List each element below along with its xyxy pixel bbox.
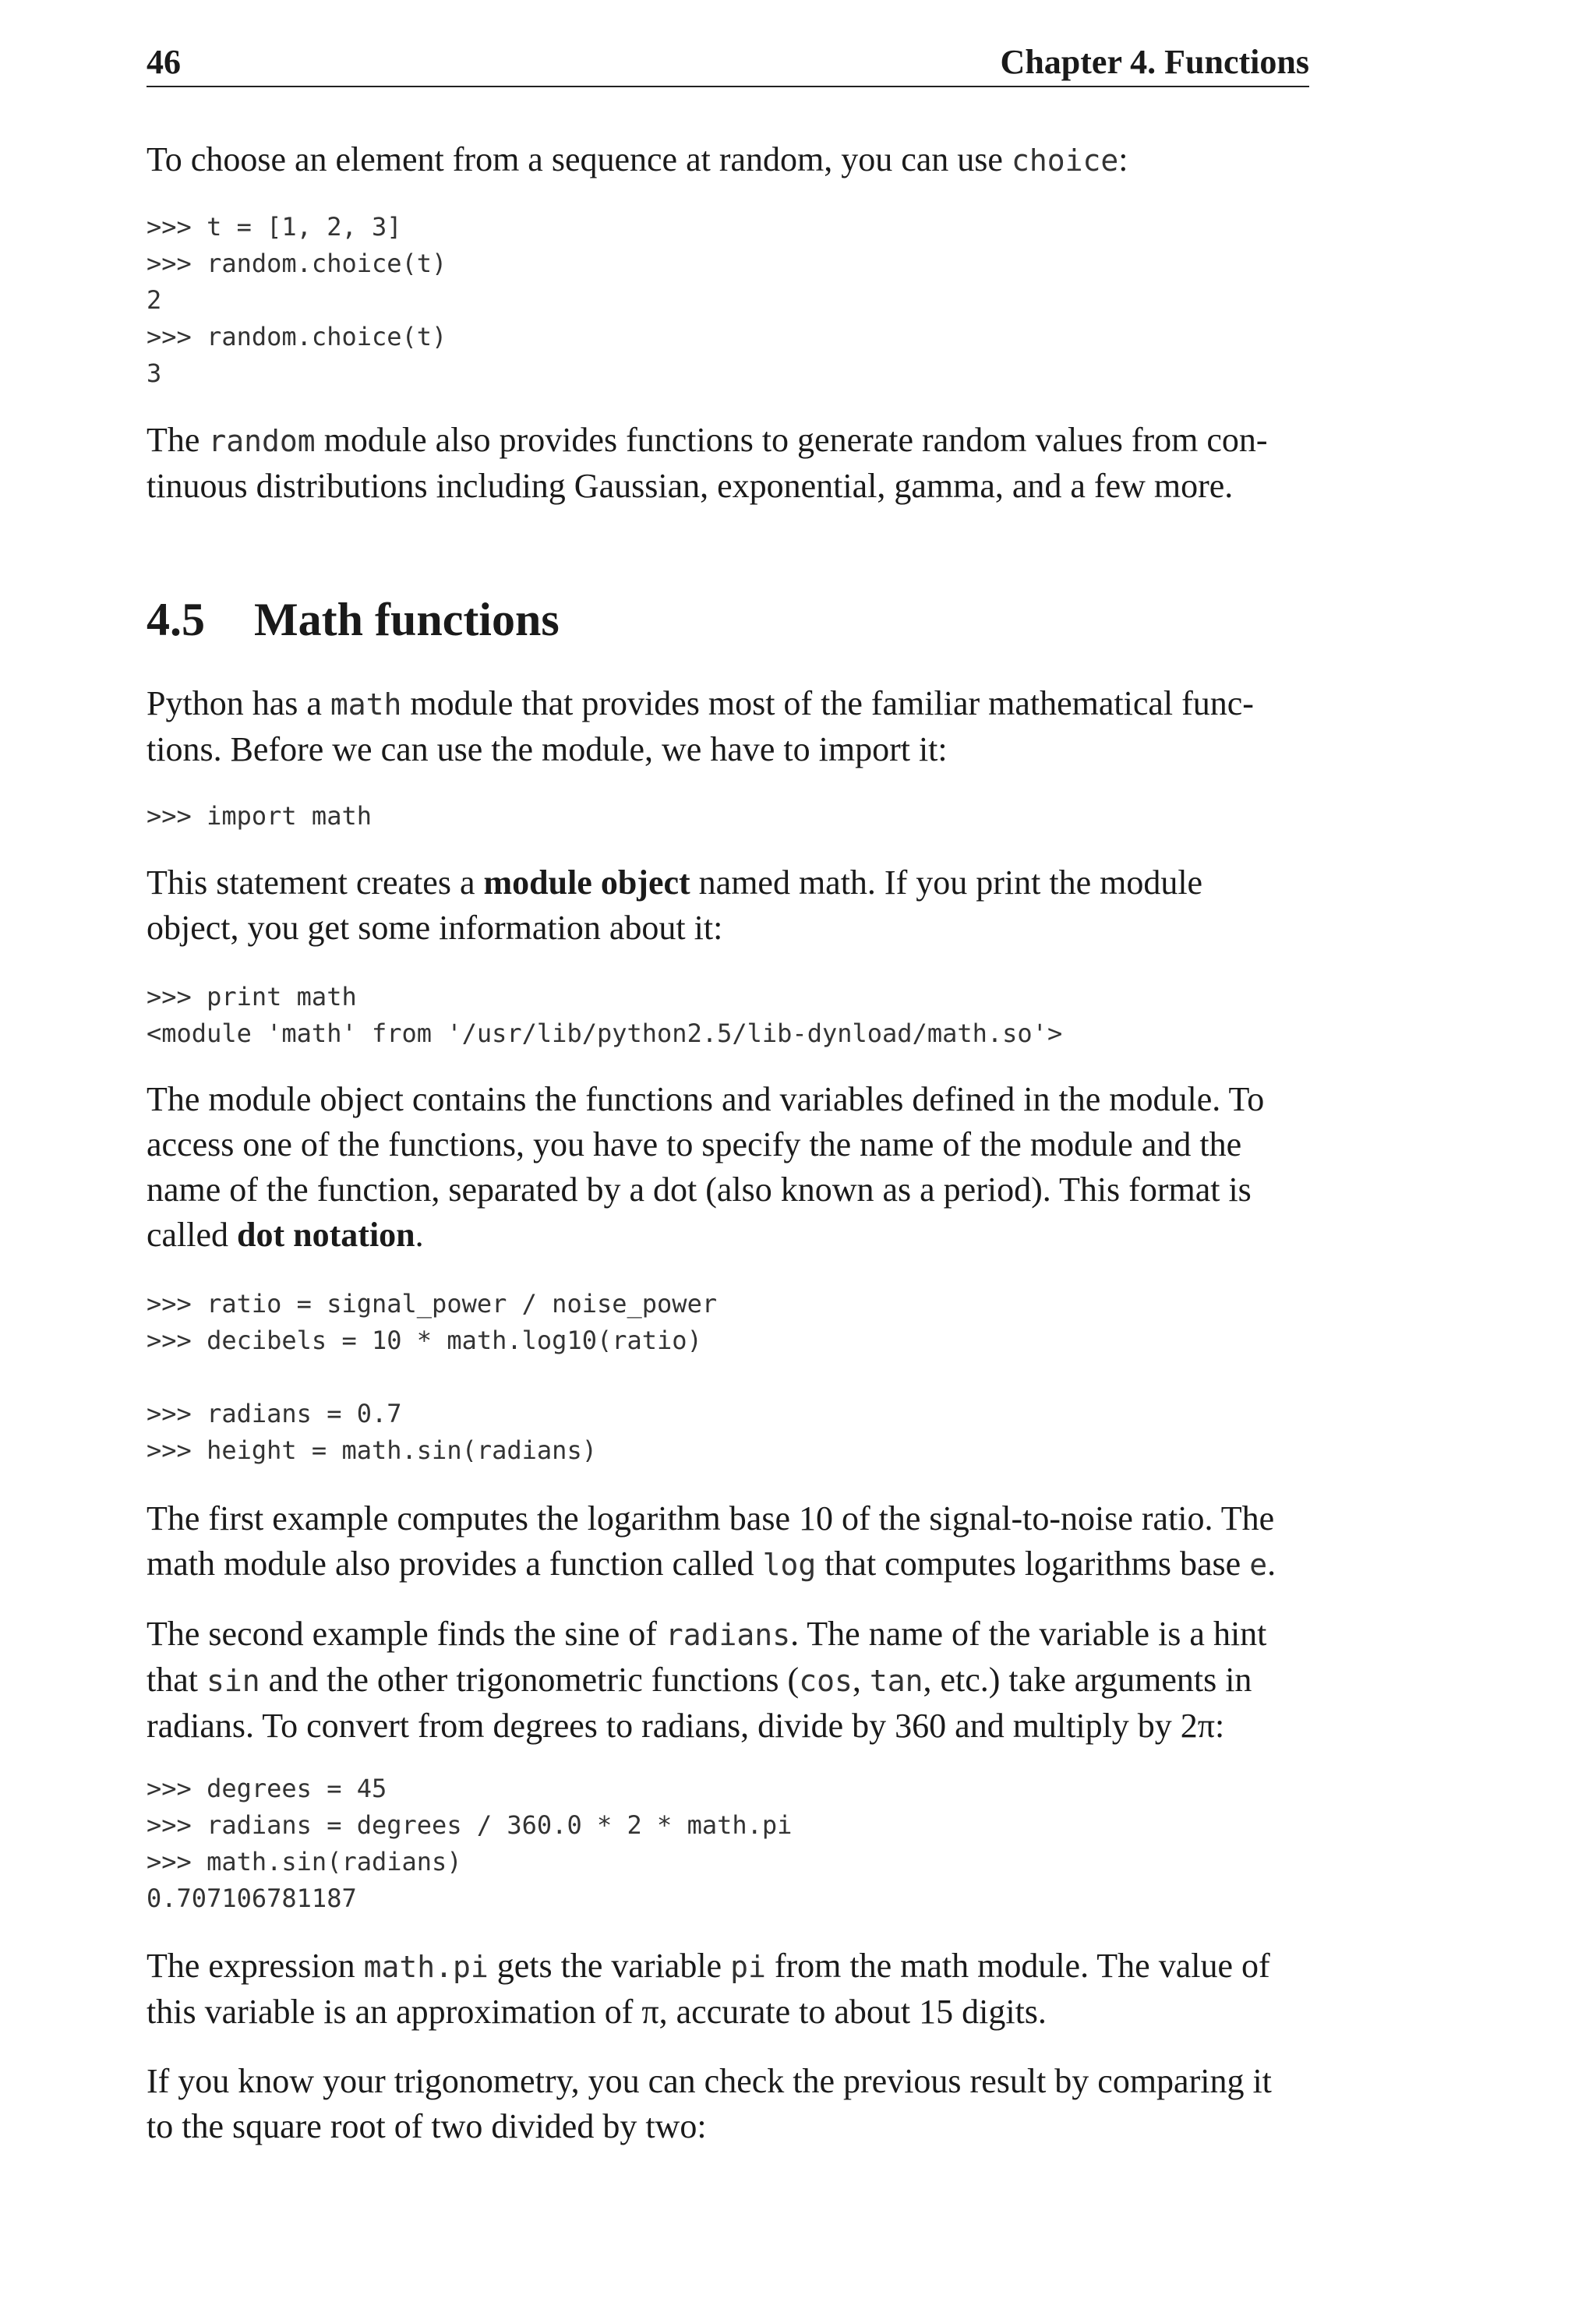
paragraph-text: The second example finds the sine of: [147, 1615, 666, 1653]
paragraph-text: , etc.) take arguments in: [923, 1661, 1252, 1699]
paragraph-text: and the other trigonometric functions (: [260, 1661, 800, 1699]
paragraph-text: . The name of the variable is a hint: [790, 1615, 1267, 1653]
running-header: [147, 42, 1309, 87]
section-number: 4.5: [147, 594, 205, 645]
paragraph-text: radians. To convert from degrees to radians, divide by 360 and multiply by 2π:: [147, 1707, 1225, 1745]
paragraph-dot-notation: [147, 1077, 1309, 1258]
section-title: Math functions: [254, 594, 560, 645]
paragraph-math-module: [147, 681, 1309, 772]
inline-code: random: [208, 424, 316, 458]
bold-term: dot notation: [237, 1216, 415, 1254]
paragraph-text: module that provides most of the familiar mathematical func-: [401, 684, 1254, 722]
inline-code: sin: [206, 1664, 260, 1698]
paragraph-first-example: [147, 1496, 1309, 1587]
paragraph-text: ,: [852, 1661, 870, 1699]
chapter-title: Chapter 4. Functions: [1000, 43, 1309, 81]
code-block-degrees: [147, 1771, 792, 1917]
code-line: >>> random.choice(t): [147, 322, 447, 351]
code-line: 2: [147, 285, 162, 315]
paragraph-text: To choose an element from a sequence at random, you can use: [147, 140, 1012, 178]
paragraph-trigonometry: [147, 2059, 1309, 2149]
paragraph-text: .: [1267, 1545, 1276, 1583]
inline-code: math.pi: [363, 1950, 489, 1984]
inline-code: pi: [730, 1950, 766, 1984]
paragraph-text: The module object contains the functions and variables defined in the module. To: [147, 1080, 1265, 1118]
paragraph-text: object, you get some information about it:: [147, 909, 723, 947]
code-line: >>> radians = 0.7: [147, 1399, 402, 1428]
paragraph-text: that: [147, 1661, 207, 1699]
inline-code: math: [330, 687, 402, 722]
code-block-import: [147, 798, 372, 835]
code-line: >>> radians = degrees / 360.0 * 2 * math.pi: [147, 1810, 793, 1840]
code-line: >>> height = math.sin(radians): [147, 1435, 597, 1465]
paragraph-text: If you know your trigonometry, you can check the previous result by comparing it: [147, 2062, 1272, 2100]
code-block-log-sin: [147, 1286, 717, 1469]
paragraph-text: This statement creates a: [147, 863, 484, 902]
bold-term: module object: [483, 863, 690, 902]
paragraph-text: The: [147, 421, 209, 459]
paragraph-choice: [147, 137, 1309, 183]
paragraph-text: to the square root of two divided by two:: [147, 2107, 707, 2145]
paragraph-second-example: [147, 1612, 1309, 1749]
page-number: 46: [147, 43, 181, 81]
paragraph-random-module: [147, 418, 1309, 509]
paragraph-text: gets the variable: [488, 1947, 731, 1985]
code-line: >>> random.choice(t): [147, 249, 447, 278]
paragraph-text: name of the function, separated by a dot (also known as a period). This format is: [147, 1170, 1252, 1209]
code-block-print-math: [147, 979, 1062, 1052]
paragraph-text: tions. Before we can use the module, we have to import it:: [147, 730, 948, 768]
code-line: >>> t = [1, 2, 3]: [147, 212, 402, 242]
code-line: >>> ratio = signal_power / noise_power: [147, 1289, 718, 1319]
paragraph-text: tinuous distributions including Gaussian, exponential, gamma, and a few more.: [147, 467, 1234, 505]
code-line: >>> math.sin(radians): [147, 1847, 462, 1877]
code-line: >>> print math: [147, 982, 357, 1012]
paragraph-text: The expression: [147, 1947, 364, 1985]
inline-code: tan: [869, 1664, 923, 1698]
code-line: >>> degrees = 45: [147, 1774, 387, 1803]
code-line: 3: [147, 358, 162, 388]
paragraph-text: called: [147, 1216, 238, 1254]
paragraph-module-object: [147, 860, 1309, 951]
paragraph-text: from the math module. The value of: [765, 1947, 1270, 1985]
paragraph-text: this variable is an approximation of π, accurate to about 15 digits.: [147, 1993, 1047, 2031]
paragraph-math-pi: [147, 1944, 1309, 2035]
paragraph-text: :: [1118, 140, 1128, 178]
code-line: 0.707106781187: [147, 1884, 357, 1913]
inline-code: e: [1249, 1548, 1268, 1582]
code-line: >>> decibels = 10 * math.log10(ratio): [147, 1326, 702, 1355]
paragraph-text: Python has a: [147, 684, 330, 722]
inline-code: log: [762, 1548, 817, 1582]
paragraph-text: module also provides functions to generate random values from con-: [315, 421, 1268, 459]
inline-code: choice: [1011, 143, 1119, 178]
code-line: <module 'math' from '/usr/lib/python2.5/lib-dynload/math.so'>: [147, 1019, 1063, 1048]
code-block-random-choice: [147, 209, 447, 392]
paragraph-text: math module also provides a function called: [147, 1545, 763, 1583]
paragraph-text: that computes logarithms base: [816, 1545, 1250, 1583]
paragraph-text: The first example computes the logarithm base 10 of the signal-to-noise ratio. The: [147, 1499, 1275, 1538]
paragraph-text: access one of the functions, you have to specify the name of the module and the: [147, 1125, 1242, 1163]
section-heading: [147, 592, 560, 647]
paragraph-text: named math. If you print the module: [690, 863, 1203, 902]
paragraph-text: .: [415, 1216, 424, 1254]
inline-code: cos: [799, 1664, 853, 1698]
code-line: >>> import math: [147, 801, 372, 831]
inline-code: radians: [665, 1618, 791, 1652]
